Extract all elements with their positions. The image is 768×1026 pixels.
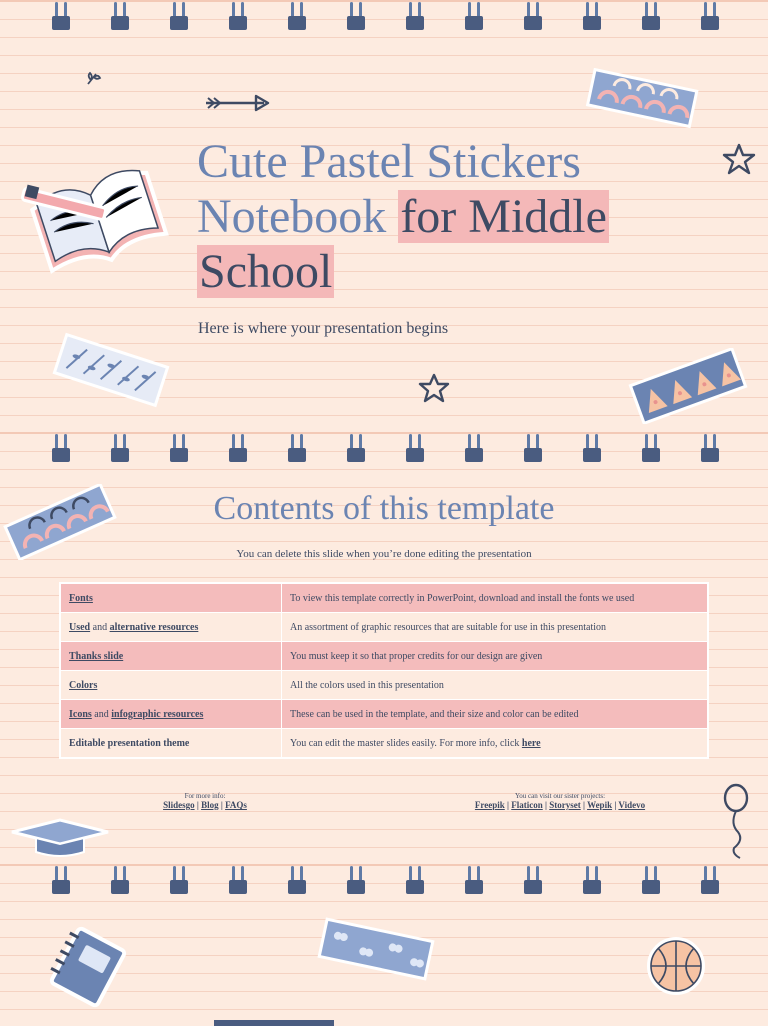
spiral-binding — [0, 434, 768, 468]
row-desc-text: You can edit the master slides easily. For more info, click — [290, 737, 522, 749]
table-row — [60, 642, 708, 671]
row-description — [282, 671, 709, 700]
row-desc-text: To view this template correctly in PowerPoint, download and install the fonts we used — [290, 592, 635, 604]
table-row — [60, 700, 708, 729]
spiral-ring — [347, 434, 365, 466]
spiral-ring — [288, 2, 306, 34]
here-link[interactable]: here — [521, 737, 541, 749]
row-description — [282, 700, 709, 729]
row-description — [282, 613, 709, 642]
table-row — [60, 613, 708, 642]
row-link[interactable]: Colors — [69, 679, 98, 691]
footer-label: For more info: — [184, 792, 226, 800]
title-line-2a: Notebook — [197, 190, 387, 243]
spiral-ring — [701, 2, 719, 34]
contents-table — [59, 582, 709, 759]
spiral-ring — [347, 2, 365, 34]
row-title — [60, 671, 282, 700]
row-link[interactable]: infographic resources — [111, 708, 204, 720]
leaf-washi-tape — [52, 332, 170, 408]
row-link[interactable]: Fonts — [69, 592, 93, 604]
row-link[interactable]: Thanks slide — [69, 650, 124, 662]
spiral-ring — [701, 866, 719, 898]
spiral-ring — [701, 434, 719, 466]
spiral-ring — [583, 866, 601, 898]
link-wepik[interactable]: Wepik — [587, 800, 613, 810]
footer-more-info: For more info: Slidesgo | Blog | FAQs — [130, 792, 280, 810]
row-link: Editable presentation theme — [69, 737, 190, 749]
spiral-ring — [465, 866, 483, 898]
row-desc-text: An assortment of graphic resources that are suitable for use in this presentation — [290, 621, 607, 633]
spiral-ring — [52, 434, 70, 466]
balloon-icon — [718, 780, 754, 860]
rainbow-washi-tape — [2, 484, 118, 560]
spiral-ring — [229, 434, 247, 466]
row-title — [60, 583, 282, 613]
notebook-sticker — [48, 926, 128, 1008]
spiral-ring — [111, 434, 129, 466]
spiral-ring — [642, 866, 660, 898]
spiral-binding — [0, 2, 768, 36]
title-line-1: Cute Pastel Stickers — [197, 135, 581, 188]
contents-heading: Contents of this template — [213, 490, 555, 527]
spiral-ring — [52, 866, 70, 898]
link-faqs[interactable]: FAQs — [225, 800, 247, 810]
butterfly-washi-tape — [316, 914, 436, 984]
row-desc-text: These can be used in the template, and their size and color can be edited — [290, 708, 579, 720]
table-row — [60, 729, 708, 759]
spiral-ring — [524, 2, 542, 34]
contents-subtitle: You can delete this slide when you’re done editing the presentation — [236, 548, 532, 560]
link-videvo[interactable]: Videvo — [618, 800, 646, 810]
spiral-ring — [642, 2, 660, 34]
spiral-binding — [0, 866, 768, 900]
pizza-washi-tape — [628, 348, 748, 424]
table-row — [60, 583, 708, 613]
spiral-ring — [524, 434, 542, 466]
spiral-ring — [111, 866, 129, 898]
spiral-ring — [465, 2, 483, 34]
spiral-ring — [465, 434, 483, 466]
star-icon — [418, 372, 450, 404]
spiral-ring — [170, 2, 188, 34]
row-description — [282, 642, 709, 671]
spiral-ring — [111, 2, 129, 34]
link-storyset[interactable]: Storyset — [549, 800, 581, 810]
row-description — [282, 729, 709, 759]
open-book-pencil-sticker — [16, 150, 180, 286]
spiral-ring — [406, 866, 424, 898]
spiral-ring — [524, 866, 542, 898]
link-flaticon[interactable]: Flaticon — [511, 800, 543, 810]
star-icon — [722, 142, 756, 176]
link-slidesgo[interactable]: Slidesgo — [163, 800, 195, 810]
partial-sticker — [214, 1020, 334, 1026]
spiral-ring — [406, 434, 424, 466]
row-desc-text: All the colors used in this presentation — [290, 679, 444, 691]
slide-next[interactable] — [0, 864, 768, 1026]
row-title — [60, 613, 282, 642]
footer-label: You can visit our sister projects: — [514, 792, 606, 800]
spiral-ring — [170, 434, 188, 466]
rainbow-washi-tape — [584, 68, 700, 130]
row-description — [282, 583, 709, 613]
graduation-cap-icon — [8, 814, 112, 862]
row-join: and — [90, 621, 110, 633]
spiral-ring — [170, 866, 188, 898]
row-join: and — [91, 708, 112, 720]
spiral-ring — [229, 2, 247, 34]
spiral-ring — [288, 866, 306, 898]
row-title — [60, 700, 282, 729]
leaf-sprig-icon — [84, 68, 104, 88]
title-highlight-2: School — [199, 245, 333, 298]
row-desc-text: You must keep it so that proper credits for our design are given — [290, 650, 543, 662]
spiral-ring — [347, 866, 365, 898]
slide-contents[interactable] — [0, 432, 768, 866]
spiral-ring — [406, 2, 424, 34]
spiral-ring — [642, 434, 660, 466]
spiral-ring — [288, 434, 306, 466]
row-link[interactable]: alternative resources — [109, 621, 199, 633]
row-title — [60, 729, 282, 759]
title-highlight-1: for Middle — [400, 190, 607, 243]
link-freepik[interactable]: Freepik — [474, 800, 505, 810]
link-blog[interactable]: Blog — [201, 800, 219, 810]
row-link[interactable]: Used — [69, 621, 91, 633]
slide-title[interactable] — [0, 0, 768, 434]
spiral-ring — [52, 2, 70, 34]
basketball-icon — [644, 934, 708, 998]
spiral-ring — [229, 866, 247, 898]
spiral-ring — [583, 2, 601, 34]
slide-title-heading — [197, 134, 647, 299]
arrow-icon — [202, 92, 272, 114]
row-title — [60, 642, 282, 671]
table-row — [60, 671, 708, 700]
slide-subtitle: Here is where your presentation begins — [198, 320, 449, 337]
spiral-ring — [583, 434, 601, 466]
row-link[interactable]: Icons — [69, 708, 92, 720]
footer-sister-projects: You can visit our sister projects: Freepik | Flaticon | Storyset | Wepik | Videvo — [440, 792, 680, 810]
